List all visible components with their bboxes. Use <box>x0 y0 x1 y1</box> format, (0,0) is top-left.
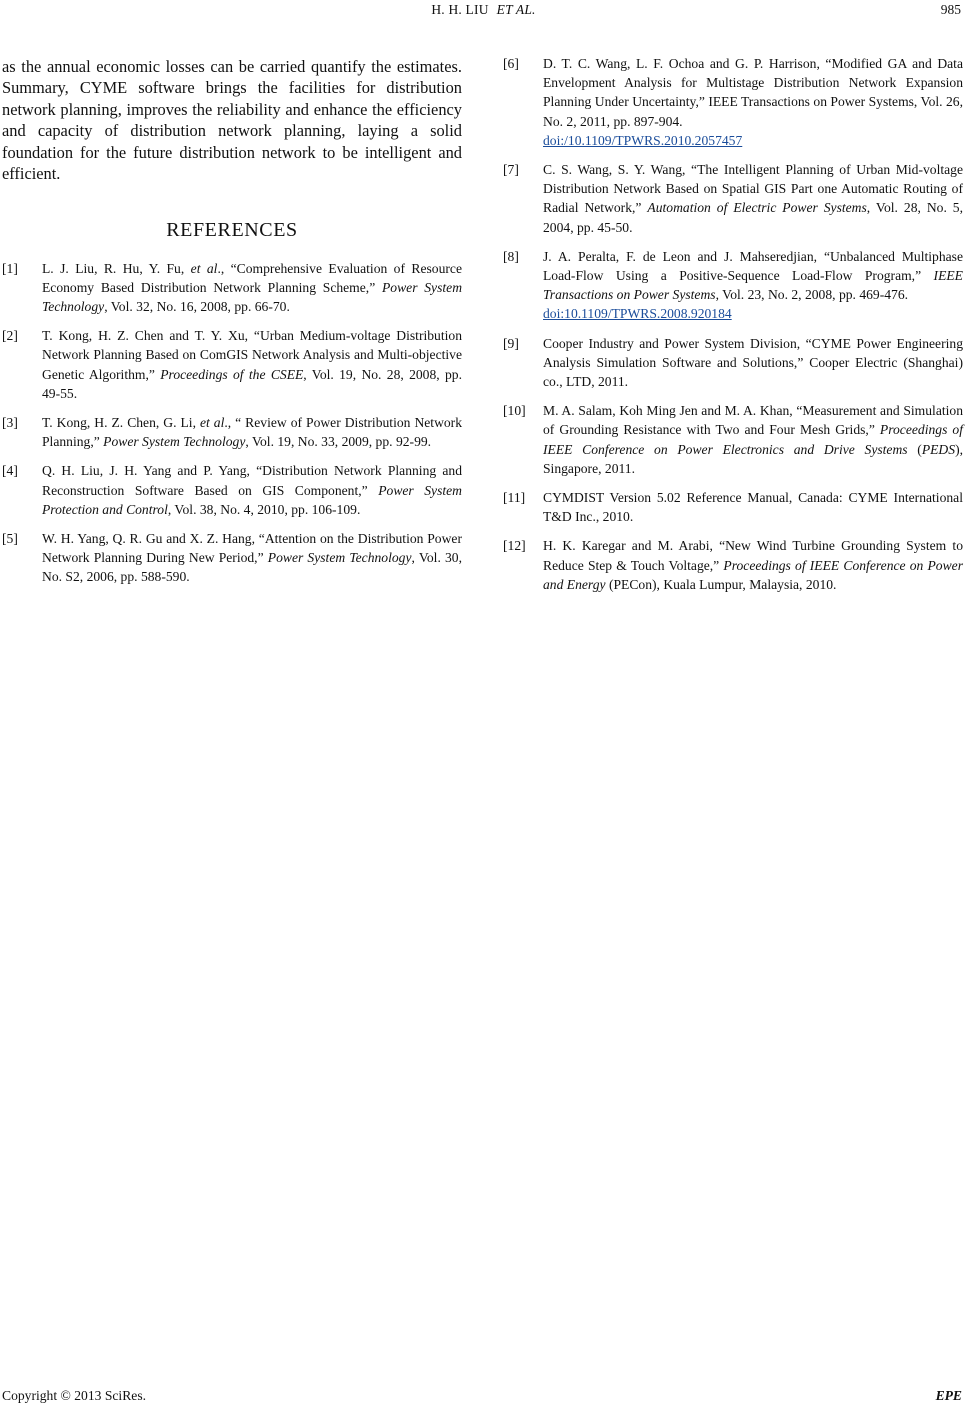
page-number: 985 <box>940 2 961 17</box>
reference-italic: Proceedings of IEEE Conference on Power and Energy <box>543 557 963 592</box>
reference-text: H. K. Karegar and M. Arabi, “New Wind Turbine Grounding System to Reduce Step & Touch Voltage,” <box>543 538 963 573</box>
reference-text: ( <box>907 441 922 457</box>
reference-italic: Proceedings of the CSEE <box>160 366 304 382</box>
reference-item <box>2 529 462 587</box>
reference-text: , Vol. 23, No. 2, 2008, pp. 469-476. <box>715 287 909 303</box>
reference-number: [12] <box>503 538 526 554</box>
reference-text: Cooper Industry and Power System Division, “CYME Power Engineering Analysis Simulation Software and Solutions,” Cooper Electric (Shanghai) co., LTD, 2011. <box>543 335 963 390</box>
reference-item <box>2 413 462 451</box>
reference-italic: Power System Protection and Control <box>42 482 462 517</box>
reference-text: Q. H. Liu, J. H. Yang and P. Yang, “Distribution Network Planning and Reconstruction Software Based on GIS Component,” <box>42 463 462 498</box>
reference-number: [3] <box>2 415 18 431</box>
reference-number: [11] <box>503 490 526 506</box>
reference-text: T. Kong, H. Z. Chen and T. Y. Xu, “Urban Medium-voltage Distribution Network Planning Based on ComGIS Network Analysis and Multi-objective Genetic Algorithm,” <box>42 328 462 382</box>
reference-text: , Vol. 30, No. S2, 2006, pp. 588-590. <box>42 550 463 585</box>
reference-doi-link[interactable]: doi:/10.1109/TPWRS.2010.2057457 <box>543 132 743 148</box>
reference-text: C. S. Wang, S. Y. Wang, “The Intelligent Planning of Urban Mid-voltage Distribution Network Based on Spatial GIS Part one Automatic Routing of Radial Network,” <box>543 162 963 216</box>
reference-text: J. A. Peralta, F. de Leon and J. Mahseredjian, “Unbalanced Multiphase Load-Flow Using a Positive-Sequence Load-Flow Program,” <box>543 248 963 284</box>
page-footer <box>2 1388 962 1406</box>
page-header <box>0 2 967 22</box>
reference-italic: et al <box>190 260 218 276</box>
reference-text: D. T. C. Wang, L. F. Ochoa and G. P. Harrison, “Modified GA and Data Envelopment Analysis for Multistage Distribution Network Expansion Planning Under Uncertainty,” IEEE Transactions on Power Systems, Vol. 26, No. 2, 2011, pp. 897-904. <box>543 56 963 129</box>
reference-italic: Power System Technology <box>42 279 463 315</box>
journal-abbreviation: EPE <box>935 1388 962 1403</box>
reference-italic: IEEE Transactions on Power Systems <box>543 268 963 303</box>
reference-number: [1] <box>2 260 18 276</box>
reference-number: [8] <box>503 248 519 264</box>
reference-item <box>503 536 963 594</box>
reference-text: , Vol. 28, No. 5, 2004, pp. 45-50. <box>543 200 964 235</box>
reference-number: [10] <box>503 403 526 419</box>
reference-italic: PEDS <box>921 441 956 457</box>
reference-italic: et al <box>199 415 225 431</box>
reference-doi-link[interactable]: doi:10.1109/TPWRS.2008.920184 <box>543 306 732 322</box>
reference-italic: Power System Technology <box>267 550 412 566</box>
reference-number: [7] <box>503 162 519 178</box>
running-head <box>0 2 967 18</box>
reference-italic: Automation of Electric Power Systems <box>647 200 867 216</box>
reference-text: , Vol. 38, No. 4, 2010, pp. 106-109. <box>167 501 361 517</box>
reference-number: [9] <box>503 335 519 351</box>
right-column <box>503 54 963 604</box>
references-heading: REFERENCES <box>166 219 298 242</box>
reference-number: [5] <box>2 531 18 547</box>
reference-text: T. Kong, H. Z. Chen, G. Li, <box>42 415 200 431</box>
reference-item <box>503 54 963 150</box>
reference-text: ), Singapore, 2011. <box>543 441 963 476</box>
reference-italic: Proceedings of IEEE Conference on Power Electronics and Drive Systems <box>543 422 963 457</box>
reference-item <box>2 461 462 519</box>
reference-text: , Vol. 32, No. 16, 2008, pp. 66-70. <box>104 299 290 315</box>
reference-text: CYMDIST Version 5.02 Reference Manual, Canada: CYME International T&D Inc., 2010. <box>543 490 963 525</box>
reference-item <box>503 401 963 478</box>
reference-text: M. A. Salam, Koh Ming Jen and M. A. Khan, “Measurement and Simulation of Grounding Resistance with Two and Four Mesh Grids,” <box>543 403 963 438</box>
reference-item <box>2 259 462 317</box>
reference-item <box>503 160 963 237</box>
reference-item <box>503 334 963 392</box>
reference-text: L. J. Liu, R. Hu, Y. Fu, <box>42 260 191 276</box>
left-column <box>2 56 462 597</box>
running-head-etal: ET AL. <box>496 2 536 17</box>
reference-text: , Vol. 19, No. 28, 2008, pp. 49-55. <box>42 366 462 401</box>
reference-item <box>503 247 963 324</box>
reference-text: ., “Comprehensive Evaluation of Resource Economy Based Distribution Network Planning Scheme,” <box>42 260 462 295</box>
copyright-text: Copyright © 2013 SciRes. <box>2 1388 147 1403</box>
reference-text: , Vol. 19, No. 33, 2009, pp. 92-99. <box>245 434 432 450</box>
reference-italic: Power System Technology <box>103 434 246 450</box>
conclusion-paragraph: as the annual economic losses can be carried quantify the estimates. Summary, CYME software brings the facilities for distribution network planning, improves the reliability and enhance the efficiency and capacity of distribution network planning, laying a solid foundation for the future distribution network to be intelligent and efficient. <box>2 57 462 184</box>
reference-text: (PECon), Kuala Lumpur, Malaysia, 2010. <box>605 576 837 592</box>
reference-item <box>2 326 462 403</box>
reference-text: ., “ Review of Power Distribution Network Planning,” <box>42 415 463 450</box>
reference-number: [2] <box>2 328 18 344</box>
running-head-authors: H. H. LIU <box>431 2 489 17</box>
reference-item <box>503 488 963 526</box>
reference-number: [6] <box>503 56 519 71</box>
reference-number: [4] <box>2 463 18 479</box>
reference-text: W. H. Yang, Q. R. Gu and X. Z. Hang, “Attention on the Distribution Power Network Planning During New Period,” <box>42 531 462 566</box>
